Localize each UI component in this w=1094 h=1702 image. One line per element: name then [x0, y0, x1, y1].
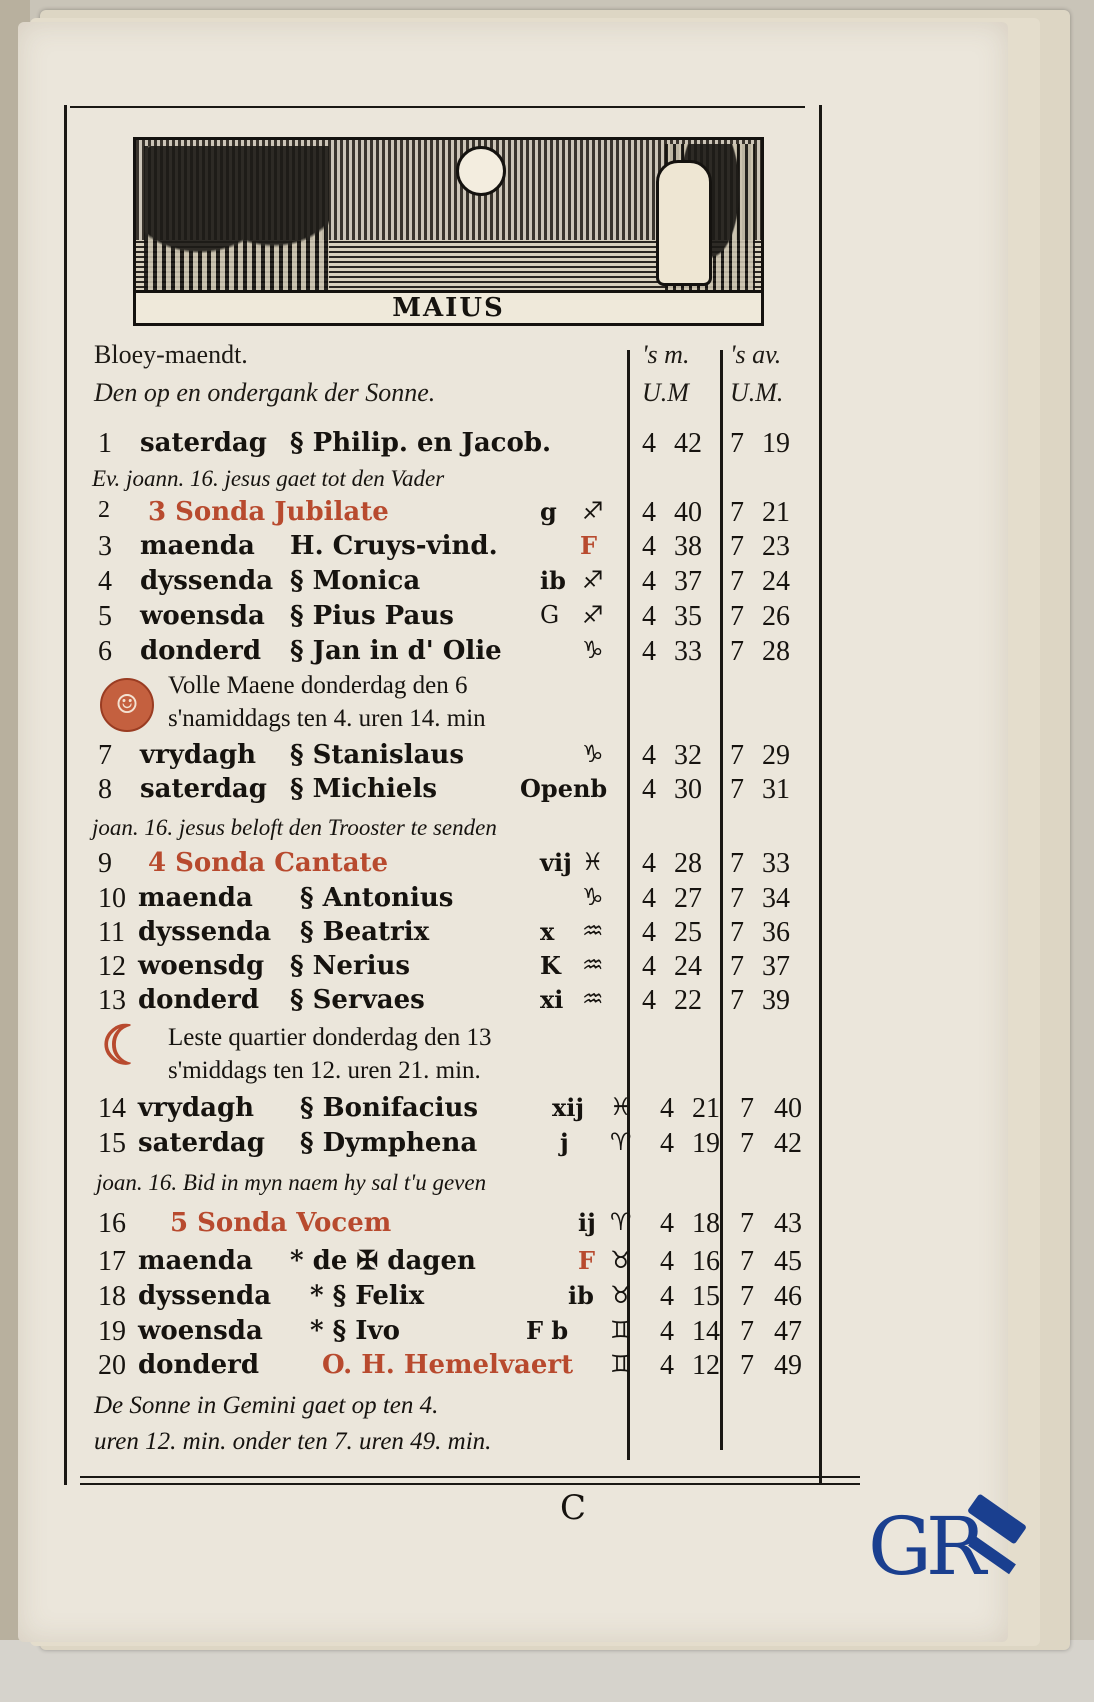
sun-caption: Den op en ondergank der Sonne.: [94, 378, 436, 407]
day-number: 11: [98, 917, 125, 948]
table-row: [90, 566, 810, 600]
sunrise-hour: 4: [642, 917, 656, 948]
sunrise-hour: 4: [660, 1208, 674, 1239]
day-number: 2: [98, 497, 110, 523]
weekday: woensda: [138, 1316, 263, 1346]
zodiac-sagittarius-icon: ♐: [582, 566, 604, 594]
sunset-min: 29: [762, 740, 790, 771]
table-row: [90, 601, 810, 635]
day-number: 15: [98, 1128, 126, 1159]
zodiac-aquarius-icon: ♒: [582, 951, 604, 979]
gospel-note: joan. 16. Bid in myn naem hy sal t'u geven: [96, 1170, 487, 1195]
sunset-hour: 7: [740, 1246, 754, 1277]
sunset-min: 47: [774, 1316, 802, 1347]
sunset-min: 39: [762, 985, 790, 1016]
feast-name: O. H. Hemelvaert: [322, 1350, 574, 1380]
zodiac-aries-icon: ♈: [610, 1208, 632, 1236]
gemini-emblem-icon: [456, 146, 506, 196]
day-number: 16: [98, 1208, 126, 1239]
day-number: 12: [98, 951, 126, 982]
saint-name: § Monica: [290, 566, 421, 596]
dominical-letter: j: [560, 1128, 569, 1157]
sunset-min: 24: [762, 566, 790, 597]
saint-name: § Michiels: [290, 774, 437, 804]
sunset-min: 40: [774, 1093, 802, 1124]
table-row: [90, 1128, 810, 1162]
evening-col-unit: U.M.: [730, 378, 784, 407]
sunset-min: 42: [774, 1128, 802, 1159]
zodiac-pisces-icon: ♓: [610, 1093, 632, 1121]
day-number: 13: [98, 985, 126, 1016]
day-number: 6: [98, 636, 112, 667]
sunset-hour: 7: [730, 883, 744, 914]
saint-name: * § Ivo: [310, 1316, 400, 1346]
sunday-name: 4 Sonda Cantate: [148, 848, 389, 878]
dominical-letter: ij: [578, 1208, 596, 1237]
weekday: donderd: [138, 985, 260, 1015]
sunset-hour: 7: [740, 1281, 754, 1312]
dominical-letter: x: [540, 917, 555, 946]
sunrise-min: 25: [674, 917, 702, 948]
weekday: saterdag: [140, 774, 267, 804]
sunset-hour: 7: [730, 636, 744, 667]
weekday: maenda: [140, 531, 255, 561]
zodiac-aquarius-icon: ♒: [582, 917, 604, 945]
feast-note: Openb: [520, 774, 608, 803]
moon-phase-line: s'namiddags ten 4. uren 14. min: [168, 705, 486, 732]
zodiac-capricorn-icon: ♑: [582, 740, 604, 768]
table-row: [90, 636, 810, 670]
sunset-hour: 7: [740, 1093, 754, 1124]
sunrise-min: 32: [674, 740, 702, 771]
weekday: woensda: [140, 601, 265, 631]
figure-icon: [656, 160, 712, 286]
sunset-hour: 7: [730, 985, 744, 1016]
table-row: [90, 428, 810, 462]
sunrise-hour: 4: [642, 883, 656, 914]
weekday: vrydagh: [138, 1093, 255, 1123]
frame-top-rule: [70, 106, 805, 108]
table-row: [90, 497, 810, 531]
moon-phase-line: s'middags ten 12. uren 21. min.: [168, 1057, 481, 1084]
sunrise-min: 18: [692, 1208, 720, 1239]
zodiac-taurus-icon: ♉: [610, 1246, 632, 1274]
sunset-min: 31: [762, 774, 790, 805]
zodiac-sagittarius-icon: ♐: [582, 601, 604, 629]
day-number: 10: [98, 883, 126, 914]
weekday: donderd: [140, 636, 262, 666]
sunrise-min: 14: [692, 1316, 720, 1347]
table-row: [90, 1208, 810, 1242]
day-number: 14: [98, 1093, 126, 1124]
sunrise-hour: 4: [660, 1316, 674, 1347]
sunrise-min: 15: [692, 1281, 720, 1312]
sunset-hour: 7: [730, 848, 744, 879]
sunset-hour: 7: [730, 740, 744, 771]
dominical-letter: xij: [552, 1093, 585, 1122]
full-moon-icon: ☺: [100, 678, 154, 732]
sunrise-min: 38: [674, 531, 702, 562]
day-number: 4: [98, 566, 112, 597]
weekday: donderd: [138, 1350, 260, 1380]
signature-mark: C: [560, 1488, 587, 1528]
sunday-name: 3 Sonda Jubilate: [148, 497, 389, 527]
sunrise-min: 12: [692, 1350, 720, 1381]
sunset-hour: 7: [730, 566, 744, 597]
sunrise-min: 37: [674, 566, 702, 597]
saint-name: § Antonius: [300, 883, 454, 913]
sunrise-hour: 4: [642, 636, 656, 667]
dominical-letter: G: [540, 601, 560, 629]
zodiac-gemini-icon: ♊: [610, 1350, 632, 1378]
saint-name: § Philip. en Jacob.: [290, 428, 552, 458]
saint-name: § Dymphena: [300, 1128, 478, 1158]
auction-watermark: [868, 1500, 1038, 1595]
sunset-hour: 7: [740, 1128, 754, 1159]
saint-name: § Stanislaus: [290, 740, 464, 770]
table-row: [90, 1281, 810, 1315]
sunrise-min: 30: [674, 774, 702, 805]
feast-letter: F: [578, 1246, 596, 1275]
sunset-min: 28: [762, 636, 790, 667]
day-number: 5: [98, 601, 112, 632]
table-row: [90, 531, 810, 565]
sunrise-hour: 4: [642, 985, 656, 1016]
saint-name: * de ✠ dagen: [290, 1246, 476, 1276]
sunset-min: 36: [762, 917, 790, 948]
moon-phase-line: Volle Maene donderdag den 6: [168, 672, 468, 699]
weekday: saterdag: [138, 1128, 265, 1158]
sunset-hour: 7: [740, 1350, 754, 1381]
sunset-min: 33: [762, 848, 790, 879]
sunrise-hour: 4: [642, 848, 656, 879]
sunrise-min: 22: [674, 985, 702, 1016]
sunrise-min: 16: [692, 1246, 720, 1277]
dominical-letter: ib: [540, 566, 566, 595]
sunset-min: 19: [762, 428, 790, 459]
day-number: 7: [98, 740, 112, 771]
sunrise-min: 42: [674, 428, 702, 459]
table-row: [90, 740, 810, 774]
weekday: vrydagh: [140, 740, 257, 770]
weekday: woensdg: [138, 951, 265, 981]
last-quarter-moon-icon: ☾: [100, 1013, 150, 1077]
weekday: maenda: [138, 1246, 253, 1276]
sunrise-min: 40: [674, 497, 702, 528]
zodiac-taurus-icon: ♉: [610, 1281, 632, 1309]
dominical-letter: F b: [526, 1316, 569, 1345]
sunrise-min: 33: [674, 636, 702, 667]
table-row: [90, 985, 810, 1019]
sunset-min: 37: [762, 951, 790, 982]
sunset-hour: 7: [730, 951, 744, 982]
day-number: 18: [98, 1281, 126, 1312]
sunrise-hour: 4: [660, 1350, 674, 1381]
sunrise-hour: 4: [642, 497, 656, 528]
sunrise-min: 21: [692, 1093, 720, 1124]
sunrise-min: 28: [674, 848, 702, 879]
table-row: [90, 1350, 810, 1384]
sun-in-gemini-note: De Sonne in Gemini gaet op ten 4.: [94, 1392, 439, 1419]
sunset-min: 46: [774, 1281, 802, 1312]
saint-name: § Pius Paus: [290, 601, 454, 631]
weekday: dyssenda: [138, 917, 272, 947]
sunday-name: 5 Sonda Vocem: [170, 1208, 392, 1238]
tree-icon: [144, 146, 329, 296]
gospel-note: Ev. joann. 16. jesus gaet tot den Vader: [92, 466, 445, 491]
zodiac-sagittarius-icon: ♐: [582, 497, 604, 525]
morning-col-label: 's m.: [642, 340, 690, 369]
sunrise-hour: 4: [642, 951, 656, 982]
month-name: Bloey-maendt.: [94, 340, 248, 369]
sunrise-hour: 4: [660, 1128, 674, 1159]
sunset-min: 43: [774, 1208, 802, 1239]
zodiac-aries-icon: ♈: [610, 1128, 632, 1156]
month-banner: [136, 290, 761, 323]
sunset-hour: 7: [740, 1208, 754, 1239]
sunset-min: 26: [762, 601, 790, 632]
day-number: 20: [98, 1350, 126, 1381]
dominical-letter: K: [540, 951, 561, 980]
table-row: [90, 951, 810, 985]
saint-name: § Jan in d' Olie: [290, 636, 502, 666]
sunset-hour: 7: [730, 497, 744, 528]
saint-name: § Nerius: [290, 951, 411, 981]
sunset-min: 23: [762, 531, 790, 562]
moon-phase-line: Leste quartier donderdag den 13: [168, 1024, 492, 1051]
day-number: 19: [98, 1316, 126, 1347]
sunset-hour: 7: [730, 531, 744, 562]
sunset-hour: 7: [730, 917, 744, 948]
zodiac-aquarius-icon: ♒: [582, 985, 604, 1013]
table-row: [90, 848, 810, 882]
day-number: 3: [98, 531, 112, 562]
gospel-note: joan. 16. jesus beloft den Trooster te senden: [92, 815, 497, 840]
sunrise-hour: 4: [660, 1246, 674, 1277]
saint-name: § Bonifacius: [300, 1093, 479, 1123]
day-number: 17: [98, 1246, 126, 1277]
table-row: [90, 1246, 810, 1280]
saint-name: H. Cruys-vind.: [290, 531, 498, 561]
dominical-letter: vij: [540, 848, 572, 877]
sunset-min: 45: [774, 1246, 802, 1277]
zodiac-gemini-icon: ♊: [610, 1316, 632, 1344]
sunrise-min: 27: [674, 883, 702, 914]
sunset-hour: 7: [730, 774, 744, 805]
sunrise-hour: 4: [642, 601, 656, 632]
feast-letter: F: [580, 531, 598, 560]
sunset-min: 49: [774, 1350, 802, 1381]
sun-in-gemini-note: uren 12. min. onder ten 7. uren 49. min.: [94, 1428, 492, 1455]
saint-name: § Beatrix: [300, 917, 430, 947]
dominical-letter: xi: [540, 985, 564, 1014]
sunrise-min: 24: [674, 951, 702, 982]
table-row: [90, 917, 810, 951]
sunrise-hour: 4: [642, 774, 656, 805]
dominical-letter: ib: [568, 1281, 594, 1310]
sunrise-hour: 4: [642, 740, 656, 771]
table-row: [90, 883, 810, 917]
day-number: 9: [98, 848, 112, 879]
zodiac-capricorn-icon: ♑: [582, 883, 604, 911]
frame-bottom-rule: [80, 1476, 860, 1485]
weekday: dyssenda: [140, 566, 274, 596]
zodiac-capricorn-icon: ♑: [582, 636, 604, 664]
sunrise-hour: 4: [660, 1093, 674, 1124]
month-title: MAIUS: [392, 293, 505, 323]
table-row: [90, 1316, 810, 1350]
dominical-letter: g: [540, 497, 557, 526]
sunrise-hour: 4: [642, 566, 656, 597]
sunset-hour: 7: [730, 601, 744, 632]
weekday: dyssenda: [138, 1281, 272, 1311]
day-number: 8: [98, 774, 112, 805]
woodcut-illustration: [133, 137, 764, 326]
sunset-min: 21: [762, 497, 790, 528]
watermark-text: GR: [868, 1500, 981, 1593]
sunset-hour: 7: [730, 428, 744, 459]
day-number: 1: [98, 428, 112, 459]
sunset-min: 34: [762, 883, 790, 914]
table-row: [90, 774, 810, 808]
saint-name: * § Felix: [310, 1281, 425, 1311]
sunset-hour: 7: [740, 1316, 754, 1347]
saint-name: § Servaes: [290, 985, 425, 1015]
table-row: [90, 1093, 810, 1127]
sunrise-min: 19: [692, 1128, 720, 1159]
weekday: maenda: [138, 883, 253, 913]
sunrise-hour: 4: [642, 531, 656, 562]
sunrise-min: 35: [674, 601, 702, 632]
weekday: saterdag: [140, 428, 267, 458]
zodiac-pisces-icon: ♓: [582, 848, 604, 876]
sunrise-hour: 4: [642, 428, 656, 459]
morning-col-unit: U.M: [642, 378, 689, 407]
evening-col-label: 's av.: [730, 340, 782, 369]
sunrise-hour: 4: [660, 1281, 674, 1312]
